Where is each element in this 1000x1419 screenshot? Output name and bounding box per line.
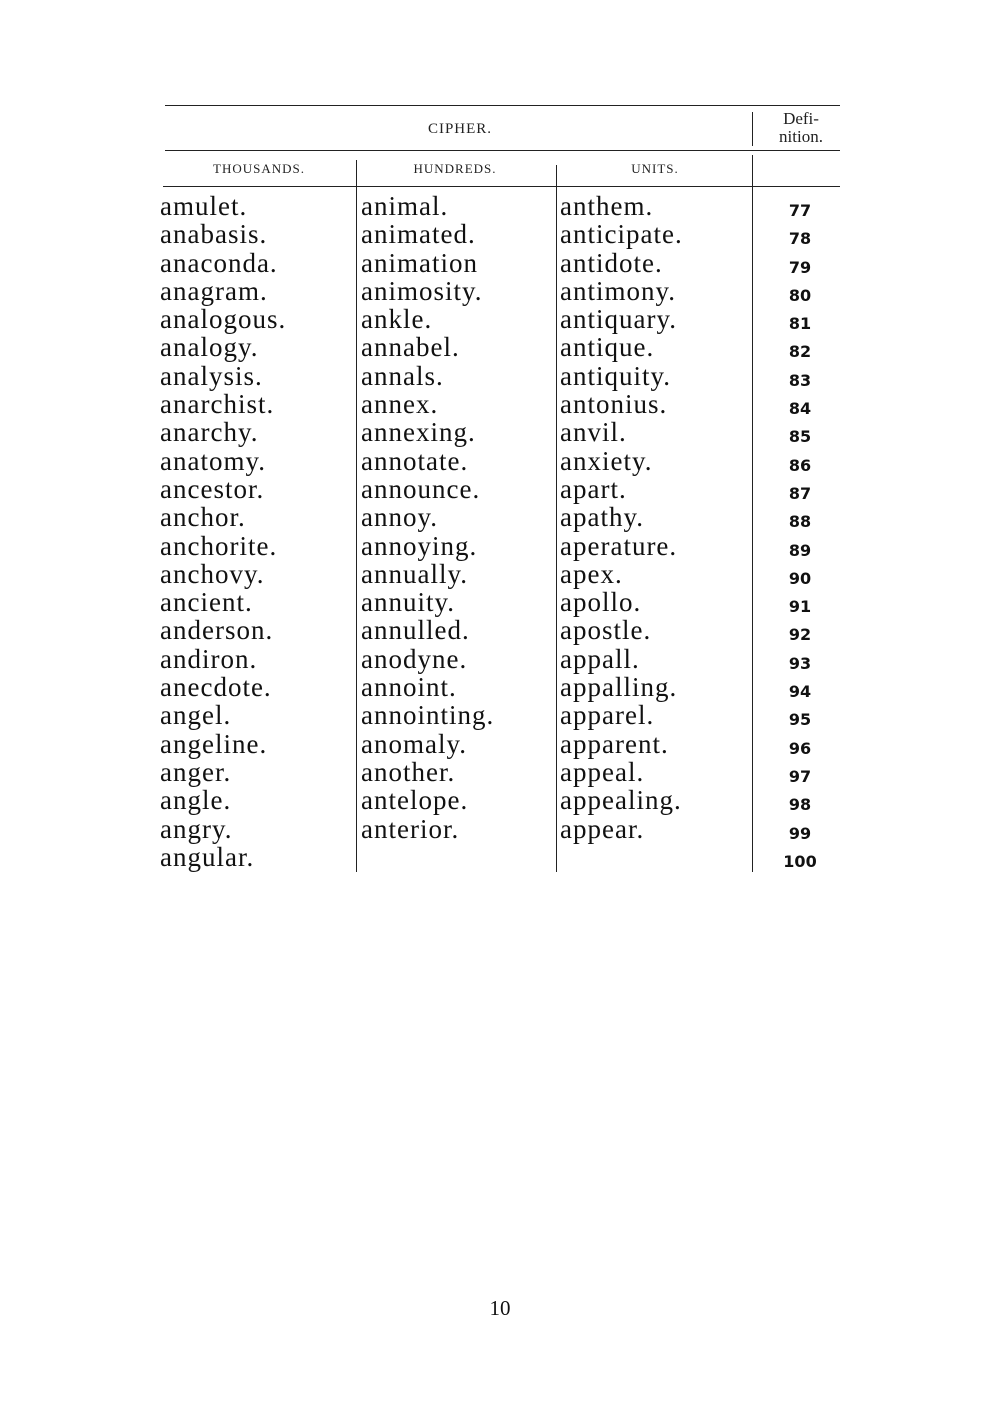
hundreds-word: animosity.	[361, 275, 483, 306]
units-word: antidote.	[560, 247, 663, 278]
thousands-word: ancient.	[160, 587, 253, 618]
hundreds-word: annexing.	[361, 417, 476, 448]
thousands-word: analysis.	[160, 360, 263, 391]
thousands-word: anchorite.	[160, 530, 278, 561]
units-word: appall.	[560, 643, 640, 674]
definition-number: 78	[788, 229, 812, 249]
hundreds-header: HUNDREDS.	[413, 161, 497, 176]
thousands-word: anagram.	[160, 275, 268, 306]
units-word: anticipate.	[560, 219, 683, 250]
definition-number: 98	[788, 795, 812, 815]
units-word: apex.	[560, 558, 623, 589]
thousands-word: anger.	[160, 756, 232, 787]
hundreds-column	[361, 192, 494, 843]
units-word: antonius.	[560, 389, 668, 420]
thousands-word: anaconda.	[160, 247, 278, 278]
definition-number: 89	[788, 540, 812, 560]
definition-number: 77	[788, 201, 812, 220]
definition-column	[775, 197, 825, 876]
thousands-word: anchovy.	[160, 558, 265, 589]
cipher-rule	[165, 150, 840, 151]
definition-header-line1: Defi-	[783, 109, 819, 128]
units-word: apart.	[560, 473, 627, 504]
definition-number: 90	[788, 568, 812, 588]
units-word: antiquary.	[560, 304, 677, 335]
thousands-header: THOUSANDS.	[213, 161, 305, 176]
hundreds-word: annoy.	[361, 502, 438, 533]
definition-number: 93	[788, 653, 812, 673]
hundreds-word: animation	[361, 247, 478, 278]
definition-header-line2: nition.	[779, 127, 823, 146]
definition-number: 87	[788, 483, 812, 503]
thousands-word: anarchist.	[160, 389, 275, 420]
divider-thousands-hundreds	[356, 160, 357, 872]
definition-header-divider	[752, 112, 753, 146]
units-word: apparel.	[560, 700, 655, 731]
units-header: UNITS.	[631, 161, 679, 176]
definition-number: 95	[788, 710, 812, 730]
hundreds-word: annulled.	[361, 615, 470, 646]
definition-number: 86	[788, 455, 812, 475]
thousands-word: anchor.	[160, 502, 246, 533]
definition-number: 82	[788, 342, 812, 362]
thousands-word: anecdote.	[160, 672, 272, 703]
definition-number: 92	[788, 625, 812, 645]
thousands-word: angular.	[160, 841, 255, 872]
thousands-word: amulet.	[160, 191, 248, 221]
definition-number: 96	[788, 738, 812, 758]
units-word: apollo.	[560, 587, 642, 618]
hundreds-word: annointing.	[361, 700, 495, 731]
hundreds-word: animal.	[361, 191, 449, 221]
hundreds-word: annex.	[361, 389, 439, 420]
units-word: apostle.	[560, 615, 652, 646]
cipher-header: CIPHER.	[427, 121, 493, 137]
hundreds-word: annotate.	[361, 445, 469, 476]
hundreds-word: antelope.	[361, 785, 469, 816]
thousands-word: andiron.	[160, 643, 258, 674]
thousands-word: anabasis.	[160, 219, 268, 250]
hundreds-word: another.	[361, 756, 456, 787]
units-word: appear.	[560, 813, 645, 844]
page-number: 10	[489, 1296, 511, 1320]
hundreds-word: annually.	[361, 558, 468, 589]
hundreds-word: anterior.	[361, 813, 460, 844]
top-rule	[165, 105, 840, 106]
units-word: appalling.	[560, 672, 678, 703]
definition-number: 84	[788, 399, 812, 419]
hundreds-word: anodyne.	[361, 643, 468, 674]
thousands-word: analogous.	[160, 304, 287, 335]
units-word: antimony.	[560, 275, 676, 306]
hundreds-word: anomaly.	[361, 728, 467, 759]
divider-hundreds-units	[556, 165, 557, 872]
thousands-word: anderson.	[160, 615, 274, 646]
thousands-word: angeline.	[160, 728, 268, 759]
thousands-word: angle.	[160, 785, 232, 816]
hundreds-word: annuity.	[361, 587, 455, 618]
units-word: anxiety.	[560, 445, 653, 476]
thousands-column	[160, 192, 286, 871]
hundreds-word: annabel.	[361, 332, 460, 363]
units-word: anthem.	[560, 191, 654, 221]
definition-number: 91	[788, 597, 812, 617]
hundreds-word: announce.	[361, 473, 481, 504]
units-word: anvil.	[560, 417, 627, 448]
hundreds-word: annals.	[361, 360, 444, 391]
units-word: antiquity.	[560, 360, 671, 391]
thousands-word: anatomy.	[160, 445, 266, 476]
units-word: aperature.	[560, 530, 678, 561]
thousands-word: angry.	[160, 813, 233, 844]
definition-header	[760, 110, 842, 146]
units-word: appeal.	[560, 756, 645, 787]
units-column	[560, 192, 683, 843]
thousands-word: analogy.	[160, 332, 259, 363]
thousands-word: anarchy.	[160, 417, 259, 448]
hundreds-word: ankle.	[361, 304, 433, 335]
definition-number: 80	[788, 285, 812, 305]
hundreds-word: annoint.	[361, 672, 457, 703]
subheader-rule	[163, 186, 840, 187]
units-word: appealing.	[560, 785, 682, 816]
hundreds-word: annoying.	[361, 530, 478, 561]
definition-number: 85	[788, 427, 812, 447]
definition-number: 100	[783, 851, 817, 871]
units-word: apparent.	[560, 728, 669, 759]
definition-number: 81	[788, 314, 812, 334]
thousands-word: ancestor.	[160, 473, 265, 504]
definition-number: 97	[788, 766, 812, 786]
definition-number: 94	[788, 682, 812, 702]
definition-number: 88	[788, 512, 812, 532]
hundreds-word: animated.	[361, 219, 476, 250]
units-word: antique.	[560, 332, 655, 363]
definition-number: 99	[788, 823, 812, 843]
units-word: apathy.	[560, 502, 644, 533]
definition-number: 83	[788, 370, 812, 390]
definition-number: 79	[788, 257, 812, 277]
divider-units-definition	[752, 155, 753, 872]
thousands-word: angel.	[160, 700, 232, 731]
